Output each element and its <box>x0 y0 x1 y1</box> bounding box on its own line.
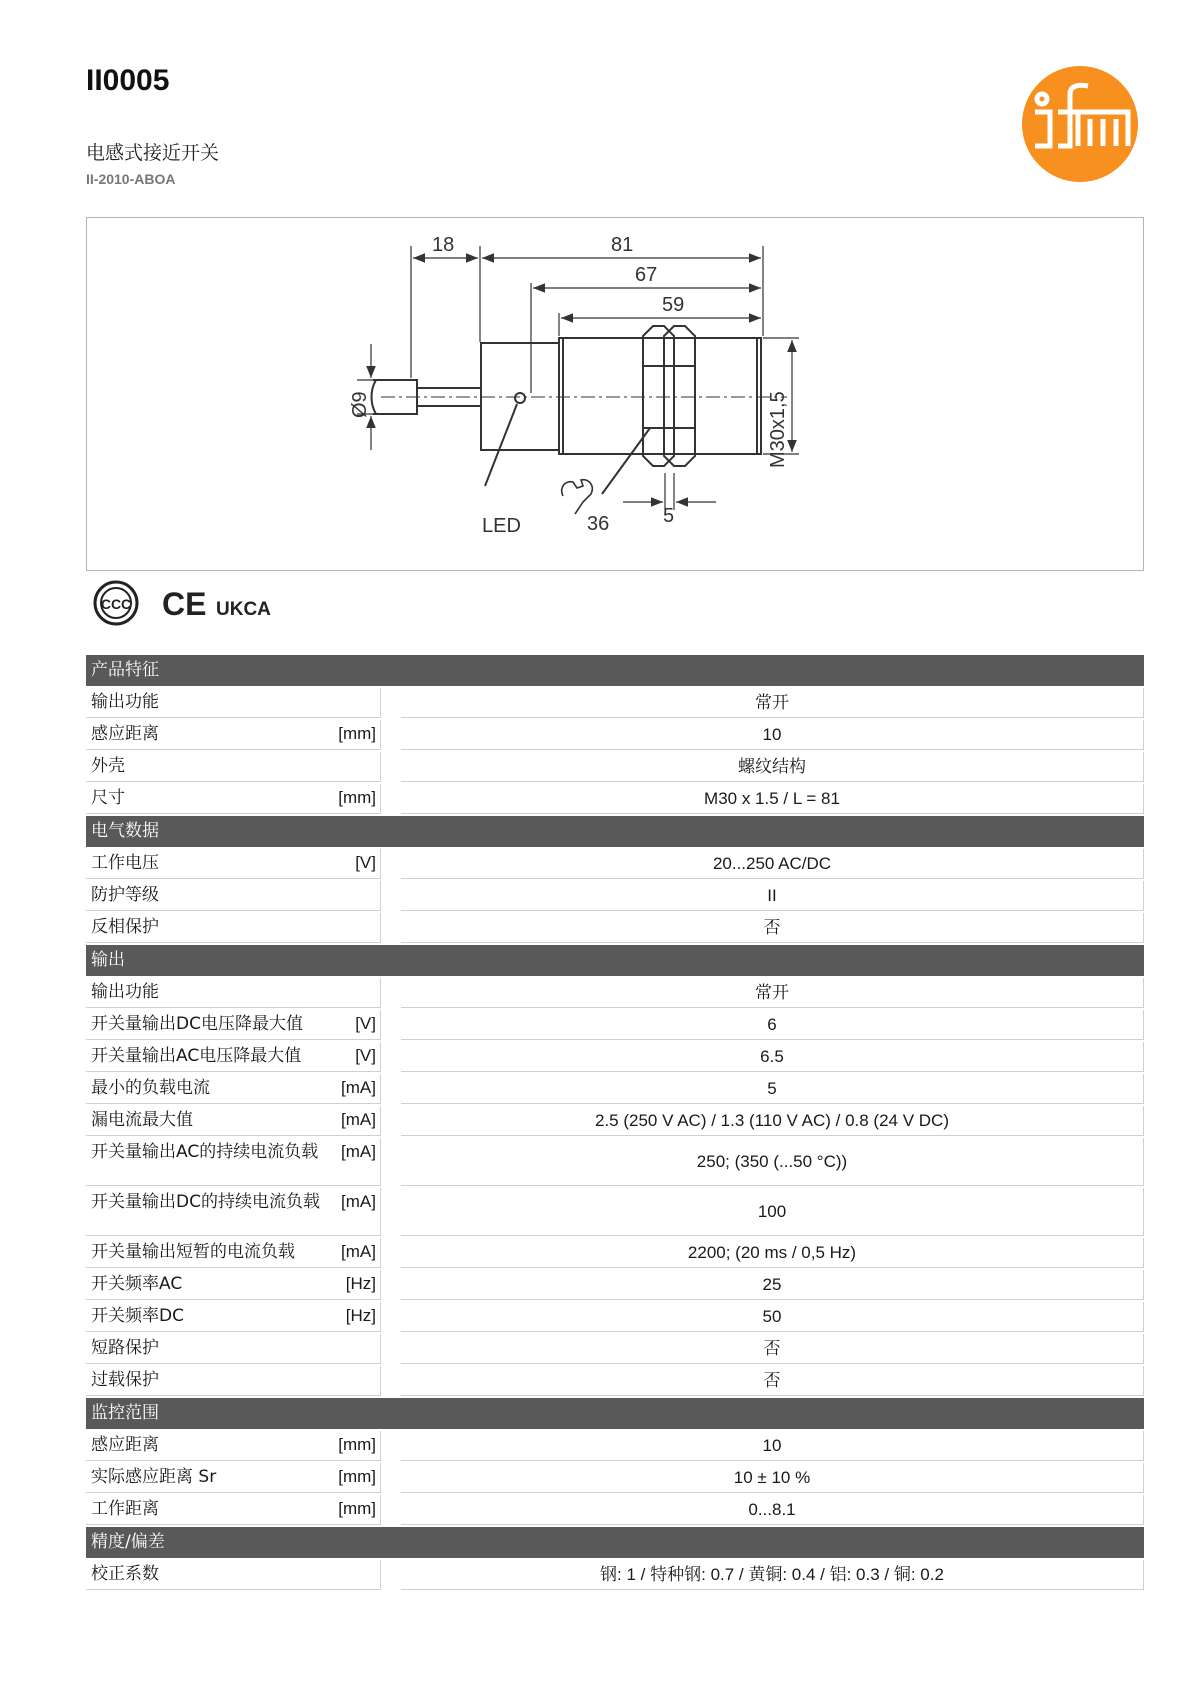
spec-label: 开关频率DC <box>91 1306 184 1326</box>
spec-unit: [mA] <box>341 1110 376 1129</box>
spec-label-cell <box>86 1334 381 1364</box>
spec-label: 尺寸 <box>91 788 125 808</box>
spec-unit: [mm] <box>338 724 376 743</box>
spec-unit: [V] <box>355 1014 376 1033</box>
spec-unit: [mA] <box>341 1192 376 1211</box>
spec-label: 输出功能 <box>91 982 159 1002</box>
spec-row <box>86 1106 1144 1136</box>
ccc-mark <box>95 582 137 624</box>
spec-label: 工作电压 <box>91 853 159 873</box>
spec-label-cell <box>86 1138 381 1186</box>
spec-unit: [mm] <box>338 1499 376 1518</box>
dimension-drawing <box>86 217 1144 571</box>
spec-label-cell <box>86 784 381 814</box>
spec-unit: [mA] <box>341 1242 376 1261</box>
spec-value: 螺纹结构 <box>401 752 1144 782</box>
spec-label-cell <box>86 1188 381 1236</box>
spec-unit: [V] <box>355 1046 376 1065</box>
spec-label-cell <box>86 752 381 782</box>
spec-label-cell <box>86 1302 381 1332</box>
spec-label-cell <box>86 978 381 1008</box>
spec-label-cell <box>86 1042 381 1072</box>
spec-value: 6.5 <box>401 1042 1144 1072</box>
spec-label: 外壳 <box>91 756 125 776</box>
dim-cable-diameter: Ø9 <box>349 391 371 418</box>
spec-label: 实际感应距离 Sr <box>91 1467 217 1487</box>
spec-label-cell <box>86 1238 381 1268</box>
section-header: 监控范围 <box>86 1398 1144 1429</box>
spec-value: 否 <box>401 1366 1144 1396</box>
spec-value: 钢: 1 / 特种钢: 0.7 / 黄铜: 0.4 / 铝: 0.3 / 铜: 0.2 <box>401 1560 1144 1590</box>
spec-value: II <box>401 881 1144 911</box>
spec-row <box>86 881 1144 911</box>
spec-row <box>86 1302 1144 1332</box>
spec-unit: [Hz] <box>345 1274 376 1293</box>
spec-label-cell <box>86 1366 381 1396</box>
spec-value: 10 ± 10 % <box>401 1463 1144 1493</box>
dim-thread-length: 59 <box>662 294 685 316</box>
product-title: II0005 <box>86 64 170 97</box>
spec-row <box>86 1560 1144 1590</box>
spec-label-cell <box>86 1010 381 1040</box>
spec-row <box>86 1366 1144 1396</box>
spec-label-cell <box>86 1463 381 1493</box>
spec-unit: [Hz] <box>345 1306 376 1325</box>
ukca-mark: UKCA <box>216 599 271 620</box>
spec-value: 0...8.1 <box>401 1495 1144 1525</box>
spec-label-cell <box>86 1270 381 1300</box>
spec-label: 校正系数 <box>91 1564 159 1584</box>
spec-row <box>86 978 1144 1008</box>
spec-label: 开关量输出短暂的电流负载 <box>91 1242 295 1262</box>
spec-label: 最小的负载电流 <box>91 1078 210 1098</box>
spec-label: 短路保护 <box>91 1338 159 1358</box>
spec-row <box>86 1138 1144 1186</box>
spec-value: 常开 <box>401 978 1144 1008</box>
spec-label: 感应距离 <box>91 724 159 744</box>
spec-label-cell <box>86 1074 381 1104</box>
spec-row <box>86 784 1144 814</box>
spec-value: 2200; (20 ms / 0,5 Hz) <box>401 1238 1144 1268</box>
section-header: 电气数据 <box>86 816 1144 847</box>
spec-table <box>86 655 1144 1592</box>
spec-row <box>86 913 1144 943</box>
spec-row <box>86 1270 1144 1300</box>
product-code: II-2010-ABOA <box>86 171 176 187</box>
spec-unit: [mm] <box>338 788 376 807</box>
spec-label: 开关频率AC <box>91 1274 183 1294</box>
spec-label-cell <box>86 1106 381 1136</box>
spec-label: 开关量输出AC的持续电流负载 <box>91 1142 319 1162</box>
spec-label: 工作距离 <box>91 1499 159 1519</box>
spec-label: 感应距离 <box>91 1435 159 1455</box>
spec-label-cell <box>86 720 381 750</box>
spec-row <box>86 688 1144 718</box>
spec-label: 反相保护 <box>91 917 159 937</box>
dim-wrench-size: 36 <box>587 513 610 535</box>
spec-label-cell <box>86 1431 381 1461</box>
section-header: 输出 <box>86 945 1144 976</box>
spec-value: 5 <box>401 1074 1144 1104</box>
spec-row <box>86 1074 1144 1104</box>
spec-label: 输出功能 <box>91 692 159 712</box>
section-header: 精度/偏差 <box>86 1527 1144 1558</box>
spec-label: 开关量输出DC电压降最大值 <box>91 1014 303 1034</box>
ce-mark: CE <box>162 586 207 622</box>
dim-thread: M30x1,5 <box>767 391 789 468</box>
spec-row <box>86 1495 1144 1525</box>
spec-row <box>86 1188 1144 1236</box>
spec-label: 漏电流最大值 <box>91 1110 193 1130</box>
spec-row <box>86 1334 1144 1364</box>
spec-label-cell <box>86 688 381 718</box>
section-header: 产品特征 <box>86 655 1144 686</box>
certification-marks <box>92 578 272 628</box>
dim-total-length: 81 <box>611 234 634 256</box>
spec-value: 50 <box>401 1302 1144 1332</box>
spec-value: 6 <box>401 1010 1144 1040</box>
spec-row <box>86 849 1144 879</box>
spec-label-cell <box>86 881 381 911</box>
spec-label: 防护等级 <box>91 885 159 905</box>
spec-row <box>86 1431 1144 1461</box>
spec-value: 250; (350 (...50 °C)) <box>401 1138 1144 1186</box>
spec-row <box>86 720 1144 750</box>
spec-value: 25 <box>401 1270 1144 1300</box>
ifm-logo <box>1020 64 1140 184</box>
spec-row <box>86 1010 1144 1040</box>
spec-value: 100 <box>401 1188 1144 1236</box>
spec-value: 20...250 AC/DC <box>401 849 1144 879</box>
spec-label: 开关量输出DC的持续电流负载 <box>91 1192 320 1212</box>
spec-label-cell <box>86 1495 381 1525</box>
spec-value: 否 <box>401 913 1144 943</box>
product-subtitle: 电感式接近开关 <box>86 142 220 164</box>
spec-row <box>86 1463 1144 1493</box>
spec-row <box>86 752 1144 782</box>
spec-unit: [mA] <box>341 1078 376 1097</box>
spec-unit: [V] <box>355 853 376 872</box>
spec-unit: [mA] <box>341 1142 376 1161</box>
spec-label: 过载保护 <box>91 1370 159 1390</box>
spec-value: 常开 <box>401 688 1144 718</box>
spec-value: 2.5 (250 V AC) / 1.3 (110 V AC) / 0.8 (24 V DC) <box>401 1106 1144 1136</box>
spec-value: M30 x 1.5 / L = 81 <box>401 784 1144 814</box>
dim-cable-length: 18 <box>432 234 455 256</box>
spec-value: 否 <box>401 1334 1144 1364</box>
svg-text:CCC: CCC <box>100 596 132 612</box>
spec-row <box>86 1238 1144 1268</box>
spec-value: 10 <box>401 1431 1144 1461</box>
spec-value: 10 <box>401 720 1144 750</box>
spec-label: 开关量输出AC电压降最大值 <box>91 1046 302 1066</box>
dim-nut-width: 5 <box>663 505 675 527</box>
spec-unit: [mm] <box>338 1467 376 1486</box>
spec-label-cell <box>86 849 381 879</box>
spec-unit: [mm] <box>338 1435 376 1454</box>
led-label: LED <box>482 515 521 537</box>
dim-body-length: 67 <box>635 264 658 286</box>
spec-label-cell <box>86 913 381 943</box>
spec-label-cell <box>86 1560 381 1590</box>
spec-row <box>86 1042 1144 1072</box>
